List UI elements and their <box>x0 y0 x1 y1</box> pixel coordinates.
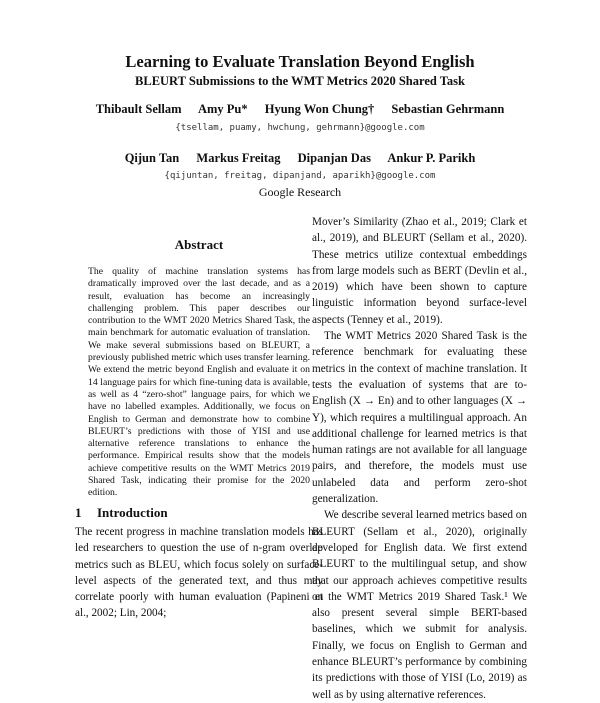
paragraph: The WMT Metrics 2020 Shared Task is the reference benchmark for evaluating these metrics in the context of machine translation. It tests the evaluation of systems that are to-English (X → En) and to other languages (X → Y), which requires a multilingual approach. An additional challenge for learned metrics is that human ratings are not available for all language pairs, and therefore, the models must use unlabeled data and perform zero-shot generalization. <box>312 330 527 506</box>
abstract-text: The quality of machine translation systems has dramatically improved over the last decade, and as a result, evaluation has become an increasingly challenging problem. This paper describes our contribution to the WMT 2020 Metrics Shared Task, the main benchmark for automatic evaluation of translation. We make several submissions based on BLEURT, a previously published metric which uses transfer learning. We extend the metric beyond English and evaluate it on 14 language pairs for which fine-tuning data is available, as well as 4 “zero-shot” language pairs, for which we have no labelled examples. Additionally, we focus on English to German and demonstrate how to combine BLEURT’s predictions with those of YISI and use alternative reference translations to enhance the performance. Empirical results show that the models achieve competitive results on the WMT Metrics 2019 Shared Task, indicating their promise for the 2020 edition. <box>88 266 310 499</box>
paper-title: Learning to Evaluate Translation Beyond English <box>125 52 475 71</box>
author-name: Markus Freitag <box>196 151 281 165</box>
author-name: Hyung Won Chung† <box>264 102 375 116</box>
author-name: Amy Pu* <box>197 102 248 116</box>
affiliation: Google Research <box>258 185 342 199</box>
author-emails-1: {tsellam, puamy, hwchung, gehrmann}@google.com <box>175 123 425 133</box>
author-name: Qijun Tan <box>124 151 180 165</box>
author-emails-2: {qijuntan, freitag, dipanjand, aparikh}@google.com <box>164 171 436 181</box>
section-number: 1 <box>75 505 82 520</box>
author-row-1 <box>0 102 600 117</box>
intro-paragraph: The recent progress in machine translation models has led researchers to question the use of n-gram overlap metrics such as BLEU, which focus solely on surface-level aspects of the generated text, and thus may correlate poorly with human evaluation (Papineni et al., 2002; Lin, 2004; <box>75 526 323 620</box>
author-name: Sebastian Gehrmann <box>391 102 505 116</box>
author-name: Thibault Sellam <box>95 102 182 116</box>
author-name: Dipanjan Das <box>297 151 371 165</box>
paragraph: Mover’s Similarity (Zhao et al., 2019; Clark et al., 2019), and BLEURT (Sellam et al., 2020). These metrics utilize contextual embeddings from large models such as BERT (Devlin et al., 2019) which have been shown to capture linguistic information beyond surface-level aspects (Tenney et al., 2019). <box>312 216 527 326</box>
abstract-heading: Abstract <box>174 237 224 252</box>
right-column <box>312 214 527 703</box>
section-heading <box>75 505 168 521</box>
author-row-2 <box>0 151 600 166</box>
section-title: Introduction <box>97 505 168 520</box>
paragraph: We describe several learned metrics based on BLEURT (Sellam et al., 2020), originally developed for English data. We first extend BLEURT to the multilingual setup, and show that our approach achieves competitive results on the WMT Metrics 2019 Shared Task.¹ We also present several simple BERT-based baselines, which we submit for analysis. Finally, we focus on English to German and enhance BLEURT’s performance by combining its predictions with those of YISI (Lo, 2019) as well as by using alternative references. <box>312 509 527 701</box>
paper-subtitle: BLEURT Submissions to the WMT Metrics 2020 Shared Task <box>135 74 465 88</box>
author-name: Ankur P. Parikh <box>387 151 476 165</box>
